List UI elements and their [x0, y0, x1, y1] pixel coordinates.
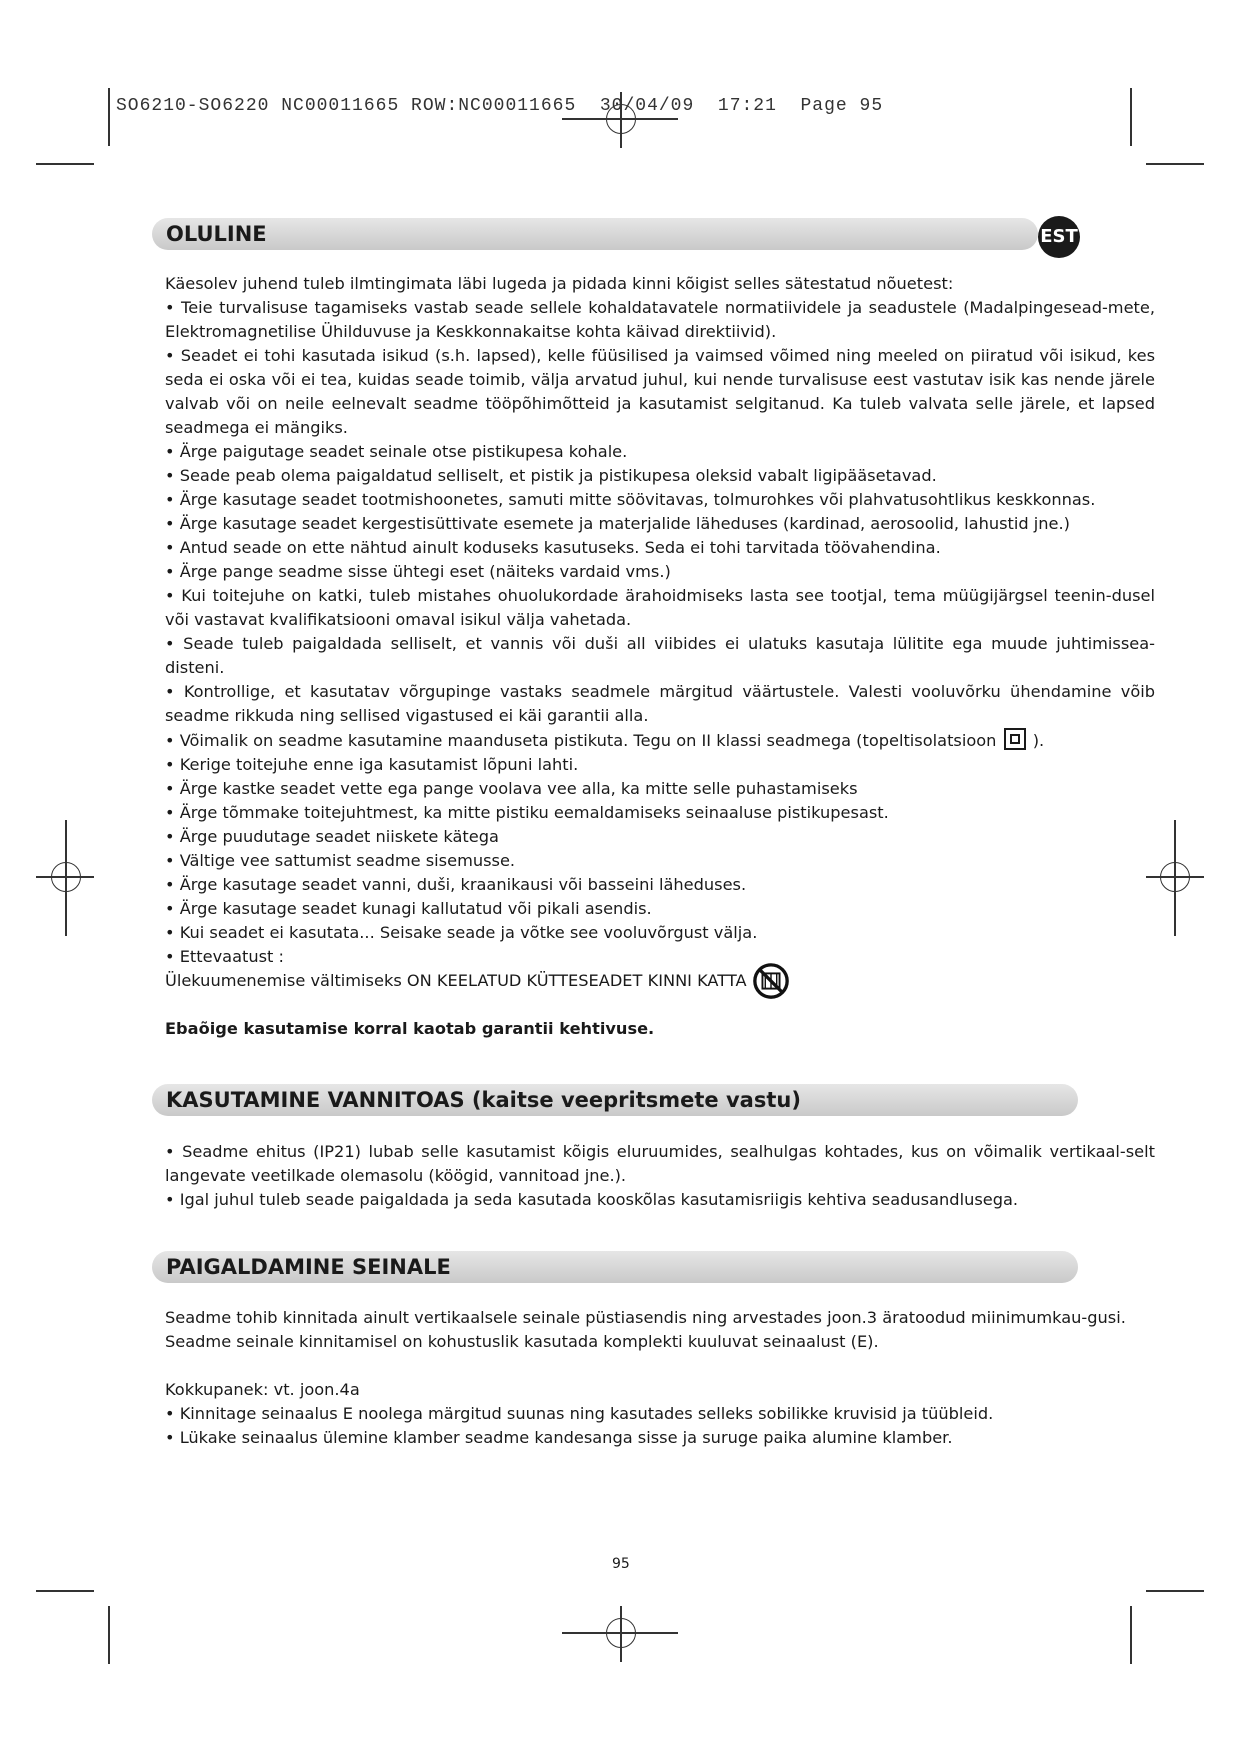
page-number: 95 — [612, 1556, 630, 1572]
crop-mark — [36, 1590, 94, 1592]
list-item: • Kui seadet ei kasutata... Seisake seade ja võtke see vooluvõrgust välja. — [165, 923, 758, 942]
crop-mark — [1130, 1606, 1132, 1664]
crop-mark — [36, 163, 94, 165]
wall-paragraph: Seadme tohib kinnitada ainult vertikaalsele seinale püstiasendis ning arvestades joon.3 äratoodud miinimumkau-gusi. — [165, 1308, 1126, 1327]
list-item: • Ärge kasutage seadet kergestisüttivate esemete ja materjalide läheduses (kardinad, aerosoolid, lahustid jne.) — [165, 514, 1070, 533]
crop-mark — [1146, 1590, 1204, 1592]
do-not-cover-icon — [752, 962, 790, 1000]
language-badge: EST — [1038, 216, 1080, 258]
list-item: • Lükake seinaalus ülemine klamber seadme kandesanga sisse ja suruge paika alumine klamber. — [165, 1428, 953, 1447]
bathroom-body — [165, 1140, 1155, 1212]
wall-paragraph: Seadme seinale kinnitamisel on kohustuslik kasutada komplekti kuuluvat seinaalust (E). — [165, 1332, 879, 1351]
list-item: • Teie turvalisuse tagamiseks vastab seade sellele kohaldatavatele normatiividele ja seadustele (Madalpingesead-mete, Elektromagnetilise Ühilduvuse ja Keskkonnakaitse kohta käivad direktiivid). — [165, 298, 1155, 341]
intro-text: Käesolev juhend tuleb ilmtingimata läbi lugeda ja pidada kinni kõigist selles sätestatud nõuetest: — [165, 274, 954, 293]
list-item: • Ärge kasutage seadet kunagi kallutatud või pikali asendis. — [165, 899, 652, 918]
caution-line: Ülekuumenemise vältimiseks ON KEELATUD KÜTTESEADET KINNI KATTA — [165, 971, 747, 990]
list-item: • Ärge kasutage seadet vanni, duši, kraanikausi või basseini läheduses. — [165, 875, 747, 894]
print-header: SO6210-SO6220 NC00011665 ROW:NC00011665 30/04/09 17:21 Page 95 — [116, 96, 884, 116]
section-title-bathroom: KASUTAMINE VANNITOAS (kaitse veepritsmete vastu) — [152, 1084, 1078, 1116]
crop-mark — [108, 88, 110, 146]
crop-mark — [108, 1606, 110, 1664]
class2-text: • Võimalik on seadme kasutamine maanduseta pistikuta. Tegu on II klassi seadmega (topeltisolatsioon — [165, 731, 997, 750]
section-title-oluline: OLULINE — [152, 218, 1038, 250]
list-item: • Seadet ei tohi kasutada isikud (s.h. lapsed), kelle füüsilised ja vaimsed võimed ning meeled on piiratud või isikud, kes seda ei oska või ei tea, kuidas seade toimib, välja arvatud juhul, kui nende turvalisuse eest vastutav isik kas nende järele valvab või on neile eelnevalt seadme tööpõhimõtteid ja kasutamist selgitanud. Ka tuleb valvata selle järele, et lapsed seadmega ei mängiks. — [165, 346, 1155, 437]
wall-body — [165, 1306, 1155, 1450]
list-item: • Igal juhul tuleb seade paigaldada ja seda kasutada kooskõlas kasutamisriigis kehtiva seadusandlusega. — [165, 1190, 1019, 1209]
list-item: • Seade peab olema paigaldatud selliselt, et pistik ja pistikupesa oleksid vabalt ligipääsetavad. — [165, 466, 937, 485]
registration-circle — [51, 862, 81, 892]
list-item: • Vältige vee sattumist seadme sisemusse. — [165, 851, 516, 870]
list-item: • Kinnitage seinaalus E noolega märgitud suunas ning kasutades selleks sobilikke kruvisid ja tüübleid. — [165, 1404, 994, 1423]
list-item: • Seade tuleb paigaldada selliselt, et vannis või duši all viibides ei ulatuks kasutaja lülitite ega muude juhtimissea-disteni. — [165, 634, 1155, 677]
list-item: • Kui toitejuhe on katki, tuleb mistahes ohuolukordade ärahoidmiseks lasta see tootjal, tema müügijärgsel teenin-dusel või vastavat kvalifikatsiooni omaval isikul välja vahetada. — [165, 586, 1155, 629]
list-item: • Ärge kastke seadet vette ega pange voolava vee alla, ka mitte selle puhastamiseks — [165, 779, 858, 798]
warranty-warning: Ebaõige kasutamise korral kaotab garantii kehtivuse. — [165, 1019, 655, 1038]
list-item: • Ärge puudutage seadet niiskete kätega — [165, 827, 499, 846]
registration-circle — [606, 1618, 636, 1648]
class2-text-end: ). — [1032, 731, 1045, 750]
list-item: • Ärge kasutage seadet tootmishoonetes, samuti mitte söövitavas, tolmurohkes või plahvatusohtlikus keskkonnas. — [165, 490, 1096, 509]
section-title-wall: PAIGALDAMINE SEINALE — [152, 1251, 1078, 1283]
list-item: • Kerige toitejuhe enne iga kasutamist lõpuni lahti. — [165, 755, 579, 774]
assembly-reference: Kokkupanek: vt. joon.4a — [165, 1380, 360, 1399]
crop-mark — [1146, 163, 1204, 165]
list-item: • Antud seade on ette nähtud ainult koduseks kasutuseks. Seda ei tohi tarvitada töövahendina. — [165, 538, 941, 557]
list-item: • Ärge pange seadme sisse ühtegi eset (näiteks vardaid vms.) — [165, 562, 671, 581]
list-item: • Seadme ehitus (IP21) lubab selle kasutamist kõigis eluruumides, sealhulgas kohtades, kus on võimalik vertikaal-selt langevate veetilkade olemasolu (köögid, vannitoad jne.). — [165, 1142, 1155, 1185]
list-item-class2 — [165, 728, 1155, 753]
oluline-body — [165, 272, 1155, 1041]
crop-mark — [1130, 88, 1132, 146]
list-item: • Ärge paigutage seadet seinale otse pistikupesa kohale. — [165, 442, 628, 461]
registration-circle — [1160, 862, 1190, 892]
list-item: • Ettevaatust : — [165, 947, 284, 966]
class-2-double-insulation-icon — [1004, 728, 1026, 750]
list-item: • Ärge tõmmake toitejuhtmest, ka mitte pistiku eemaldamiseks seinaaluse pistikupesast. — [165, 803, 889, 822]
list-item: • Kontrollige, et kasutatav võrgupinge vastaks seadmele märgitud väärtustele. Valesti vooluvõrku ühendamine võib seadme rikkuda ning sellised vigastused ei käi garantii alla. — [165, 682, 1155, 725]
